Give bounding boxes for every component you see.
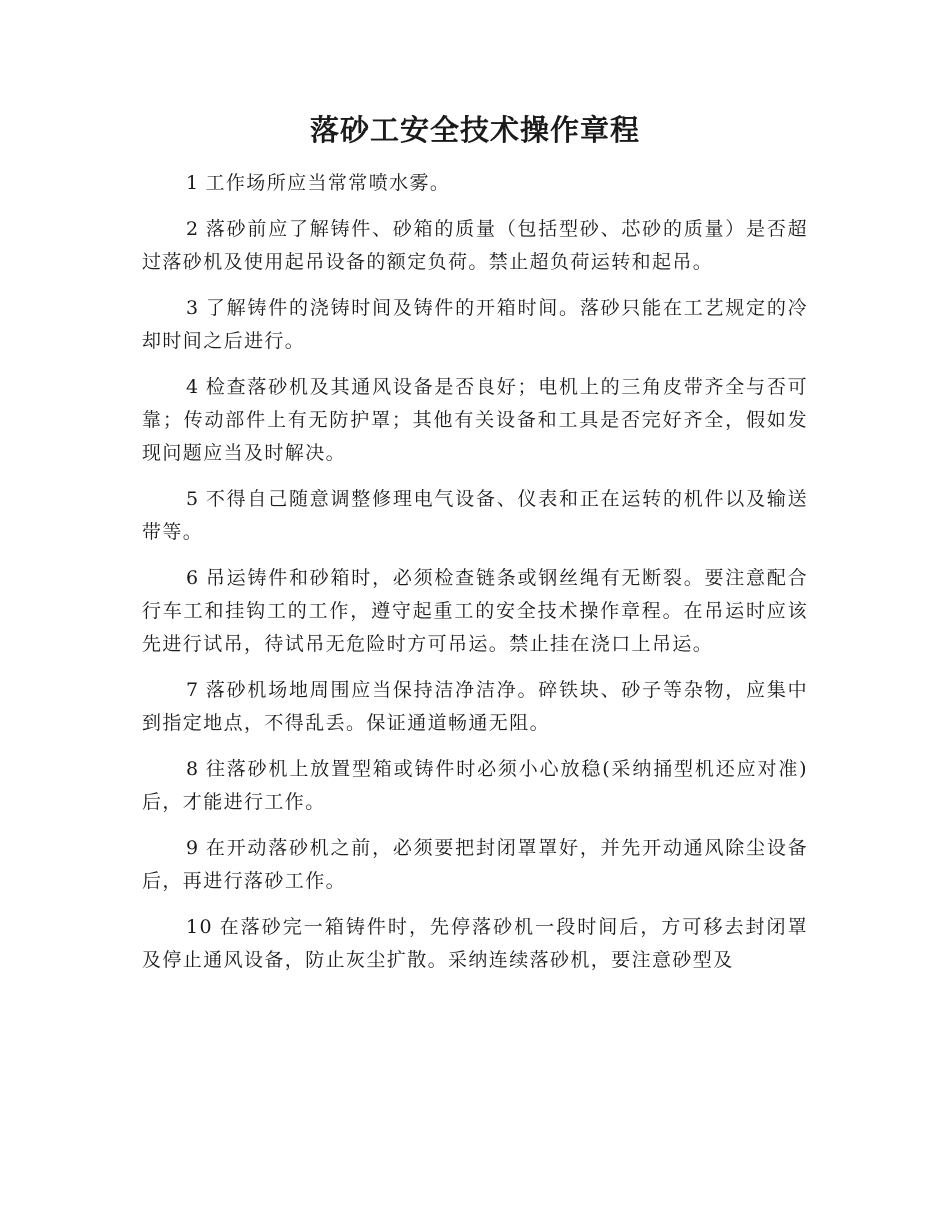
paragraph-text: 往落砂机上放置型箱或铸件时必须小心放稳(采纳捅型机还应对准)后，才能进行工作。 bbox=[142, 758, 808, 813]
paragraph-number: 9 bbox=[186, 837, 200, 859]
document-body bbox=[142, 167, 808, 990]
paragraph-5 bbox=[142, 483, 808, 549]
document-title: 落砂工安全技术操作章程 bbox=[309, 113, 640, 147]
paragraph-7 bbox=[142, 674, 808, 740]
paragraph-number: 5 bbox=[186, 488, 200, 510]
paragraph-number: 8 bbox=[186, 758, 200, 780]
paragraph-text: 不得自己随意调整修理电气设备、仪表和正在运转的机件以及输送带等。 bbox=[142, 488, 808, 543]
paragraph-text: 检查落砂机及其通风设备是否良好；电机上的三角皮带齐全与否可靠；传动部件上有无防护罩；其他有关设备和工具是否完好齐全，假如发现问题应当及时解决。 bbox=[142, 376, 808, 464]
paragraph-text: 了解铸件的浇铸时间及铸件的开箱时间。落砂只能在工艺规定的冷却时间之后进行。 bbox=[142, 297, 808, 352]
paragraph-number: 4 bbox=[186, 376, 200, 398]
paragraph-text: 落砂前应了解铸件、砂箱的质量（包括型砂、芯砂的质量）是否超过落砂机及使用起吊设备的额定负荷。禁止超负荷运转和起吊。 bbox=[142, 218, 808, 273]
paragraph-text: 工作场所应当常常喷水雾。 bbox=[205, 172, 451, 194]
paragraph-number: 1 bbox=[186, 172, 200, 194]
paragraph-1 bbox=[142, 167, 808, 200]
paragraph-number: 3 bbox=[186, 297, 200, 319]
paragraph-text: 在开动落砂机之前，必须要把封闭罩罩好，并先开动通风除尘设备后，再进行落砂工作。 bbox=[142, 837, 808, 892]
paragraph-number: 10 bbox=[186, 916, 213, 938]
paragraph-number: 7 bbox=[186, 679, 200, 701]
paragraph-4 bbox=[142, 371, 808, 470]
paragraph-text: 落砂机场地周围应当保持洁净洁净。碎铁块、砂子等杂物，应集中到指定地点，不得乱丢。保证通道畅通无阻。 bbox=[142, 679, 808, 734]
paragraph-number: 6 bbox=[186, 567, 200, 589]
paragraph-2 bbox=[142, 213, 808, 279]
paragraph-6 bbox=[142, 562, 808, 661]
paragraph-10 bbox=[142, 911, 808, 977]
paragraph-text: 在落砂完一箱铸件时，先停落砂机一段时间后，方可移去封闭罩及停止通风设备，防止灰尘扩散。采纳连续落砂机，要注意砂型及 bbox=[142, 916, 808, 971]
paragraph-3 bbox=[142, 292, 808, 358]
paragraph-number: 2 bbox=[186, 218, 200, 240]
paragraph-9 bbox=[142, 832, 808, 898]
paragraph-8 bbox=[142, 753, 808, 819]
paragraph-text: 吊运铸件和砂箱时，必须检查链条或钢丝绳有无断裂。要注意配合行车工和挂钩工的工作，遵守起重工的安全技术操作章程。在吊运时应该先进行试吊，待试吊无危险时方可吊运。禁止挂在浇口上吊运。 bbox=[142, 567, 808, 655]
